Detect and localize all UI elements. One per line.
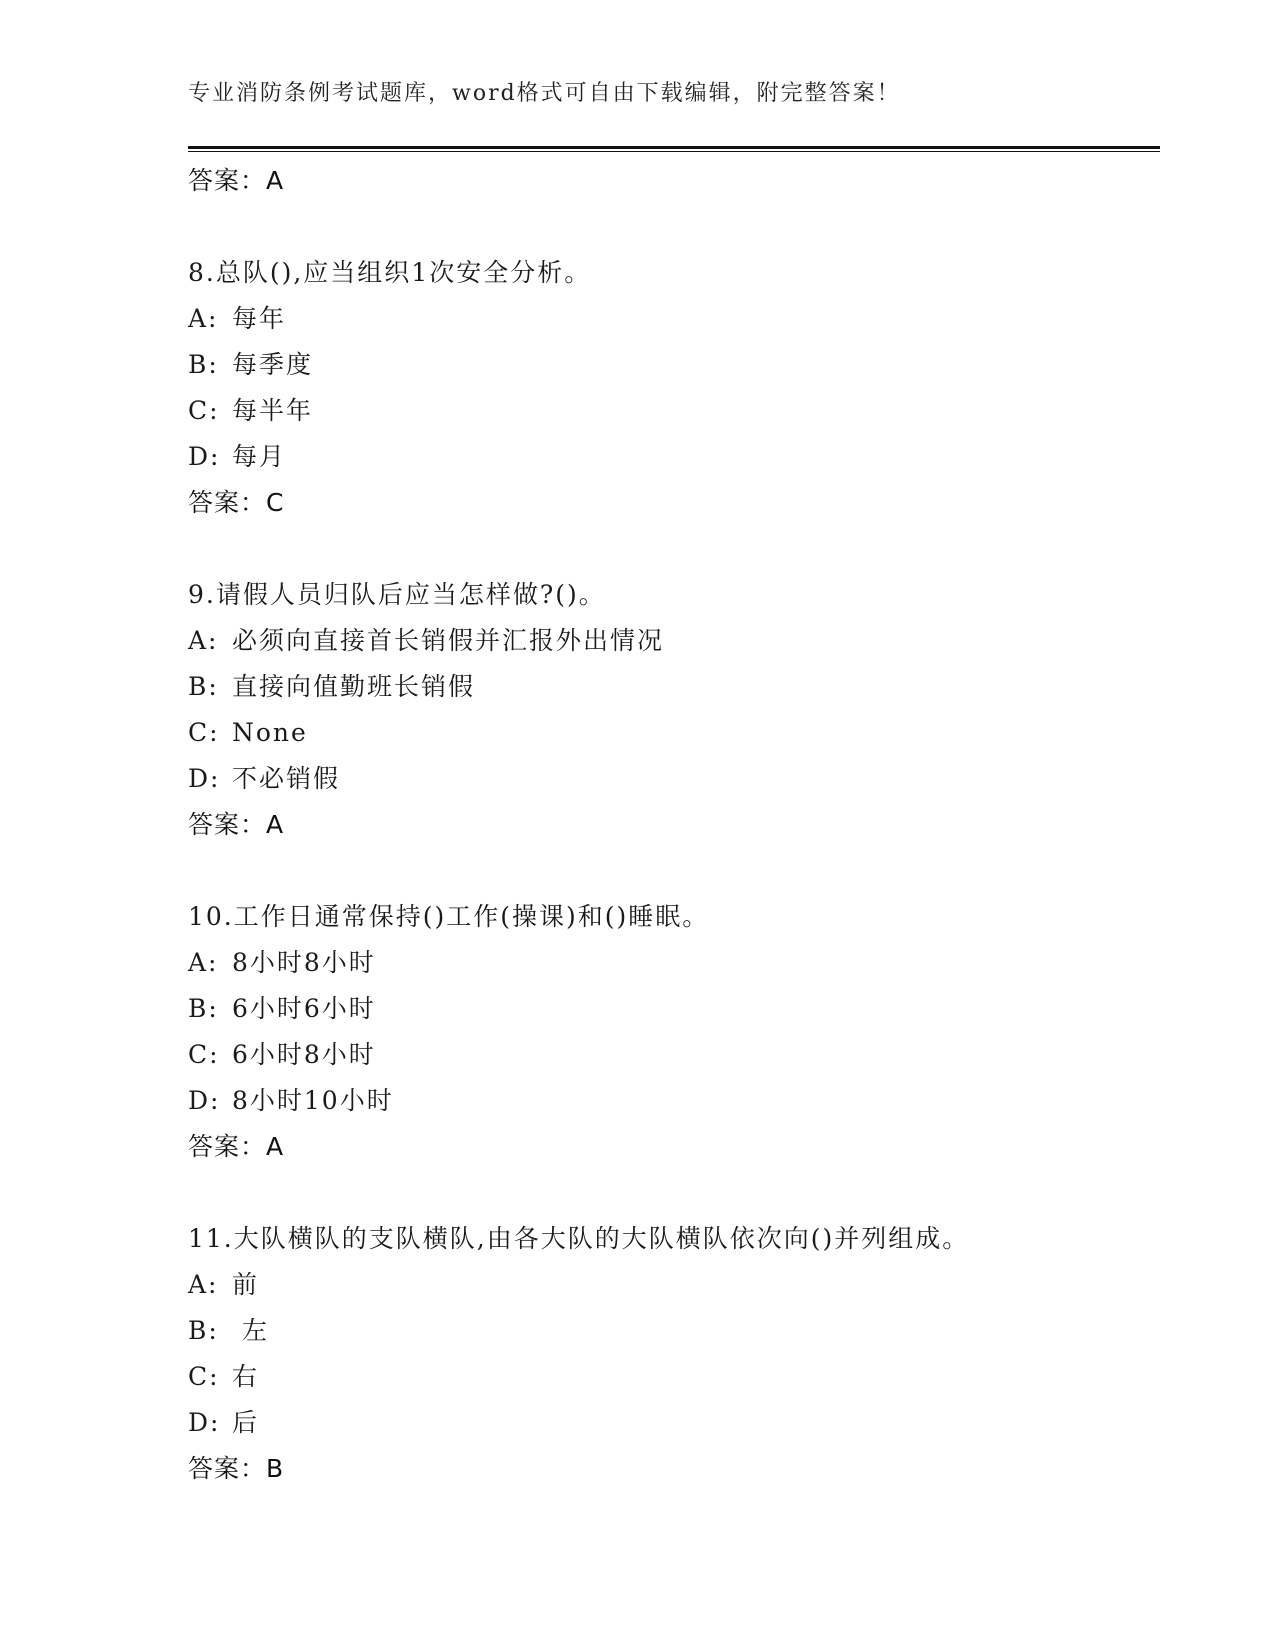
- option-text: 8小时8小时: [232, 948, 376, 977]
- option-prefix: A:: [188, 948, 219, 977]
- option-prefix: D:: [188, 442, 221, 471]
- question-item: [188, 894, 1168, 1170]
- option-text: 每年: [232, 304, 287, 333]
- option-text: 直接向值勤班长销假: [232, 672, 476, 701]
- option-line: [188, 710, 1168, 756]
- option-prefix: A:: [188, 304, 219, 333]
- question-item: [188, 250, 1168, 526]
- option-text: 不必销假: [232, 764, 341, 793]
- option-text: 每月: [232, 442, 287, 471]
- option-prefix: D:: [188, 1086, 221, 1115]
- option-line: [188, 388, 1168, 434]
- question-item: [188, 572, 1168, 848]
- option-prefix: A:: [188, 1270, 219, 1299]
- option-text: 6小时8小时: [232, 1040, 376, 1069]
- option-line: [188, 1078, 1168, 1124]
- option-text: 6小时6小时: [232, 994, 376, 1023]
- question-stem: 11.大队横队的支队横队,由各大队的大队横队依次向()并列组成。: [188, 1224, 970, 1253]
- option-line: [188, 296, 1168, 342]
- option-line: [188, 756, 1168, 802]
- option-prefix: B:: [188, 1316, 219, 1345]
- header-divider: [188, 146, 1160, 152]
- option-line: [188, 1032, 1168, 1078]
- option-line: [188, 342, 1168, 388]
- option-prefix: D:: [188, 1408, 221, 1437]
- option-prefix: B:: [188, 350, 219, 379]
- option-line: [188, 1400, 1168, 1446]
- option-text: 必须向直接首长销假并汇报外出情况: [232, 626, 665, 655]
- option-line: [188, 1308, 1168, 1354]
- option-line: [188, 618, 1168, 664]
- answer-line: 答案：A: [188, 1132, 285, 1161]
- option-line: [188, 986, 1168, 1032]
- option-text: 后: [232, 1408, 260, 1437]
- question-stem: 8.总队(),应当组织1次安全分析。: [188, 258, 592, 287]
- option-prefix: C:: [188, 718, 220, 747]
- option-prefix: C:: [188, 396, 220, 425]
- option-line: [188, 940, 1168, 986]
- answer-line: 答案：C: [188, 488, 285, 517]
- option-text: 每半年: [232, 396, 314, 425]
- question-list: [188, 158, 1168, 1492]
- page-header: 专业消防条例考试题库，word格式可自由下载编辑，附完整答案！: [188, 81, 901, 106]
- option-prefix: C:: [188, 1040, 220, 1069]
- option-text: 8小时10小时: [232, 1086, 394, 1115]
- option-prefix: B:: [188, 672, 219, 701]
- option-line: [188, 664, 1168, 710]
- option-prefix: B:: [188, 994, 219, 1023]
- option-text: None: [232, 718, 308, 747]
- question-item: [188, 1216, 1168, 1492]
- option-prefix: D:: [188, 764, 221, 793]
- option-text: 右: [232, 1362, 260, 1391]
- option-line: [188, 1354, 1168, 1400]
- option-prefix: A:: [188, 626, 219, 655]
- answer-line: 答案：B: [188, 1454, 285, 1483]
- option-line: [188, 434, 1168, 480]
- question-stem: 10.工作日通常保持()工作(操课)和()睡眠。: [188, 902, 710, 931]
- option-line: [188, 1262, 1168, 1308]
- option-text: 前: [232, 1270, 260, 1299]
- option-text: 每季度: [232, 350, 314, 379]
- option-prefix: C:: [188, 1362, 220, 1391]
- question-stem: 9.请假人员归队后应当怎样做?()。: [188, 580, 606, 609]
- answer-line: 答案：A: [188, 166, 285, 195]
- answer-line: 答案：A: [188, 810, 285, 839]
- option-text: 左: [232, 1316, 269, 1345]
